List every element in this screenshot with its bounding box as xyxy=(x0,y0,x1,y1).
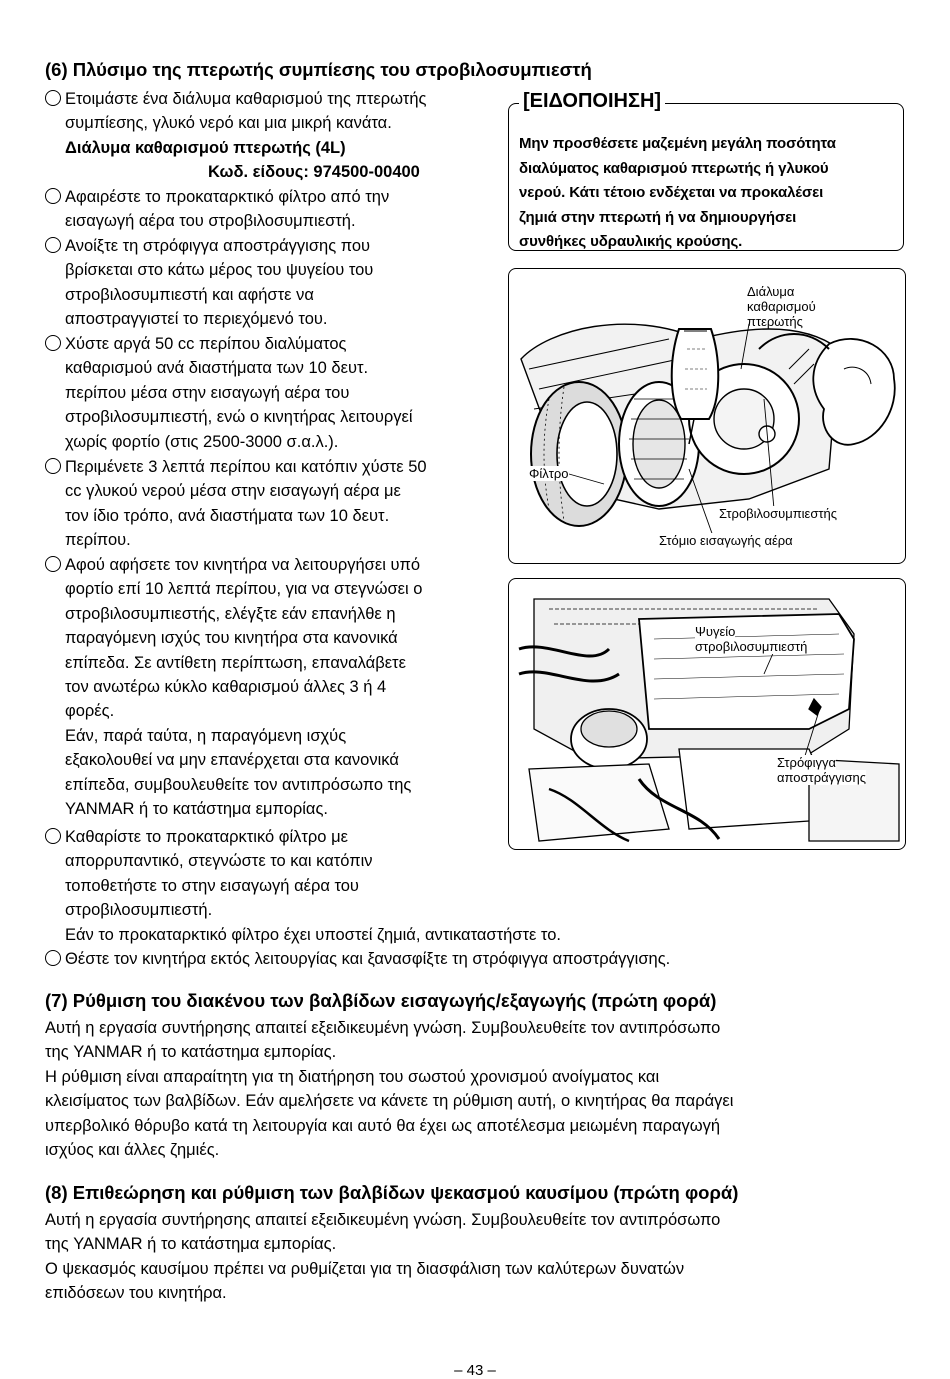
section-6-heading: (6) Πλύσιμο της πτερωτής συμπίεσης του στροβιλοσυμπιεστή xyxy=(45,59,592,80)
section-7-line: Αυτή η εργασία συντήρησης απαιτεί εξειδικευμένη γνώση. Συμβουλευθείτε τον αντιπρόσωπο xyxy=(45,1019,721,1037)
section-7-line: υπερβολικό θόρυβο κατά τη λειτουργία και αυτό θα έχει ως αποτέλεσμα μειωμένη παραγωγή xyxy=(45,1116,721,1135)
warning-line: συνθήκες υδραυλικής κρούσης. xyxy=(519,233,743,251)
step-6-line: επίπεδα. Σε αντίθετη περίπτωση, επαναλάβετε xyxy=(65,653,406,672)
warning-title: [ΕΙΔΟΠΟΙΗΣΗ] xyxy=(519,89,665,113)
step-6 xyxy=(45,553,500,821)
section-8-body xyxy=(45,1208,905,1306)
warning-box xyxy=(508,90,904,251)
step-3-line: στροβιλοσυμπιεστή και αφήστε να xyxy=(65,285,314,304)
step-1 xyxy=(45,87,500,185)
turbo-illustration xyxy=(509,269,906,564)
section-8-line: της YANMAR ή το κατάστημα εμπορίας. xyxy=(45,1235,337,1254)
product-name: Διάλυμα καθαρισμού πτερωτής (4L) xyxy=(65,138,346,157)
label-air-inlet: Στόμιο εισαγωγής αέρα xyxy=(659,533,793,548)
section-8-line: Ο ψεκασμός καυσίμου πρέπει να ρυθμίζεται για τη διασφάλιση των καλύτερων δυνατών xyxy=(45,1259,685,1278)
step-6-line: τον ανωτέρω κύκλο καθαρισμού άλλες 3 ή 4 xyxy=(65,678,387,697)
section-8-line: Αυτή η εργασία συντήρησης απαιτεί εξειδικευμένη γνώση. Συμβουλευθείτε τον αντιπρόσωπο xyxy=(45,1211,721,1229)
step-4 xyxy=(45,332,500,454)
step-1-line: Ετοιμάστε ένα διάλυμα καθαρισμού της πτερωτής xyxy=(65,90,427,108)
step-5-line: περίπου. xyxy=(65,531,131,550)
product-code: Κωδ. είδους: 974500-00400 xyxy=(208,163,420,182)
step-7-line: απορρυπαντικό, στεγνώστε το και κατόπιν xyxy=(65,852,373,871)
step-2-line: εισαγωγή αέρα του στροβιλοσυμπιεστή. xyxy=(65,212,356,231)
step-4-line: στροβιλοσυμπιεστή, ενώ ο κινητήρας λειτουργεί xyxy=(65,408,413,427)
label-cleaning-solution: καθαρισμού xyxy=(747,299,816,314)
bullet-circle-icon xyxy=(45,188,61,204)
bullet-circle-icon xyxy=(45,828,61,844)
step-5 xyxy=(45,455,500,553)
section-7-line: της YANMAR ή το κατάστημα εμπορίας. xyxy=(45,1043,337,1062)
label-drain-cock: αποστράγγισης xyxy=(777,770,867,785)
section-7-heading: (7) Ρύθμιση του διακένου των βαλβίδων εισαγωγής/εξαγωγής (πρώτη φορά) xyxy=(45,990,717,1011)
section-8-line: επιδόσεων του κινητήρα. xyxy=(45,1284,227,1303)
warning-text xyxy=(519,132,899,255)
step-6-line: φορές. xyxy=(65,702,115,721)
step-4-line: χωρίς φορτίο (στις 2500-3000 σ.α.λ.). xyxy=(65,432,339,451)
bullet-circle-icon xyxy=(45,90,61,106)
figure-turbo-cooler xyxy=(508,578,906,850)
label-drain-cock: Στρόφιγγα xyxy=(777,755,837,770)
page-number: – 43 – xyxy=(454,1362,496,1379)
section-7-body xyxy=(45,1016,905,1162)
figure-turbo-cleaning xyxy=(508,268,906,564)
step-6-line: στροβιλοσυμπιεστής, ελέγξτε εάν επανήλθε η xyxy=(65,604,396,623)
step-6-line: παραγόμενη ισχύς του κινητήρα στα κανονικά xyxy=(65,629,398,648)
step-6-line: Αφού αφήσετε τον κινητήρα να λειτουργήσει υπό xyxy=(65,556,421,574)
label-turbo-cooler: στροβιλοσυμπιεστή xyxy=(695,639,808,654)
step-3-line: Ανοίξτε τη στρόφιγγα αποστράγγισης που xyxy=(65,237,371,255)
label-turbo-cooler: Ψυγείο xyxy=(695,624,736,639)
step-8 xyxy=(45,947,905,971)
step-5-line: τον ίδιο τρόπο, ανά διαστήματα των 10 δευτ. xyxy=(65,506,390,525)
warning-line: διαλύματος καθαρισμού πτερωτής ή γλυκού xyxy=(519,159,829,177)
label-cleaning-solution: Διάλυμα xyxy=(747,284,795,299)
step-5-line: Περιμένετε 3 λεπτά περίπου και κατόπιν χύστε 50 xyxy=(65,458,427,476)
step-2-line: Αφαιρέστε το προκαταρκτικό φίλτρο από την xyxy=(65,188,390,206)
step-7-line: τοποθετήστε το στην εισαγωγή αέρα του xyxy=(65,876,359,895)
step-5-line: cc γλυκού νερού μέσα στην εισαγωγή αέρα με xyxy=(65,482,401,501)
step-7-line: Εάν το προκαταρκτικό φίλτρο έχει υποστεί ζημιά, αντικαταστήστε το. xyxy=(65,925,561,944)
warning-line: νερού. Κάτι τέτοιο ενδέχεται να προκαλέσει xyxy=(519,184,824,202)
label-filter: Φίλτρο xyxy=(529,466,569,481)
step-4-line: καθαρισμού ανά διαστήματα των 10 δευτ. xyxy=(65,359,369,378)
step-1-line: συμπίεσης, γλυκό νερό και μια μικρή κανάτα. xyxy=(65,114,392,133)
bullet-circle-icon xyxy=(45,335,61,351)
bullet-circle-icon xyxy=(45,237,61,253)
step-6-line: Εάν, παρά ταύτα, η παραγόμενη ισχύς xyxy=(65,726,347,745)
step-2 xyxy=(45,185,500,234)
warning-line: ζημιά στην πτερωτή ή να δημιουργήσει xyxy=(519,208,797,226)
step-6-line: επίπεδα, συμβουλευθείτε τον αντιπρόσωπο της xyxy=(65,775,412,794)
bullet-circle-icon xyxy=(45,950,61,966)
step-3-line: βρίσκεται στο κάτω μέρος του ψυγείου του xyxy=(65,261,374,280)
step-6-line: YANMAR ή το κατάστημα εμπορίας. xyxy=(65,800,328,819)
step-4-line: περίπου μέσα στην εισαγωγή αέρα του xyxy=(65,383,350,402)
step-6-line: εξακολουθεί να μην επανέρχεται στα κανονικά xyxy=(65,751,399,770)
bullet-circle-icon xyxy=(45,458,61,474)
section-7-line: κλεισίματος των βαλβίδων. Εάν αμελήσετε να κάνετε τη ρύθμιση αυτή, ο κινητήρας θα παράγει xyxy=(45,1092,734,1111)
step-7-line: Καθαρίστε το προκαταρκτικό φίλτρο με xyxy=(65,828,348,846)
step-3-line: αποστραγγιστεί το περιεχόμενό του. xyxy=(65,310,328,329)
section-8-heading: (8) Επιθεώρηση και ρύθμιση των βαλβίδων ψεκασμού καυσίμου (πρώτη φορά) xyxy=(45,1182,739,1203)
step-7-line: στροβιλοσυμπιεστή. xyxy=(65,901,213,920)
warning-line: Μην προσθέσετε μαζεμένη μεγάλη ποσότητα xyxy=(519,135,836,152)
section-7-line: Η ρύθμιση είναι απαραίτητη για τη διατήρηση του σωστού χρονισμού ανοίγματος και xyxy=(45,1067,660,1086)
step-3 xyxy=(45,234,500,332)
engine-illustration xyxy=(509,579,906,850)
label-turbocharger: Στροβιλοσυμπιεστής xyxy=(719,506,838,521)
step-6-line: φορτίο επί 10 λεπτά περίπου, για να στεγνώσει ο xyxy=(65,580,423,599)
bullet-circle-icon xyxy=(45,556,61,572)
label-cleaning-solution: πτερωτής xyxy=(747,314,803,329)
section-7-line: ισχύος και άλλες ζημιές. xyxy=(45,1141,220,1160)
step-8-line: Θέστε τον κινητήρα εκτός λειτουργίας και ξανασφίξτε τη στρόφιγγα αποστράγγισης. xyxy=(65,950,671,968)
step-4-line: Χύστε αργά 50 cc περίπου διαλύματος xyxy=(65,335,347,353)
